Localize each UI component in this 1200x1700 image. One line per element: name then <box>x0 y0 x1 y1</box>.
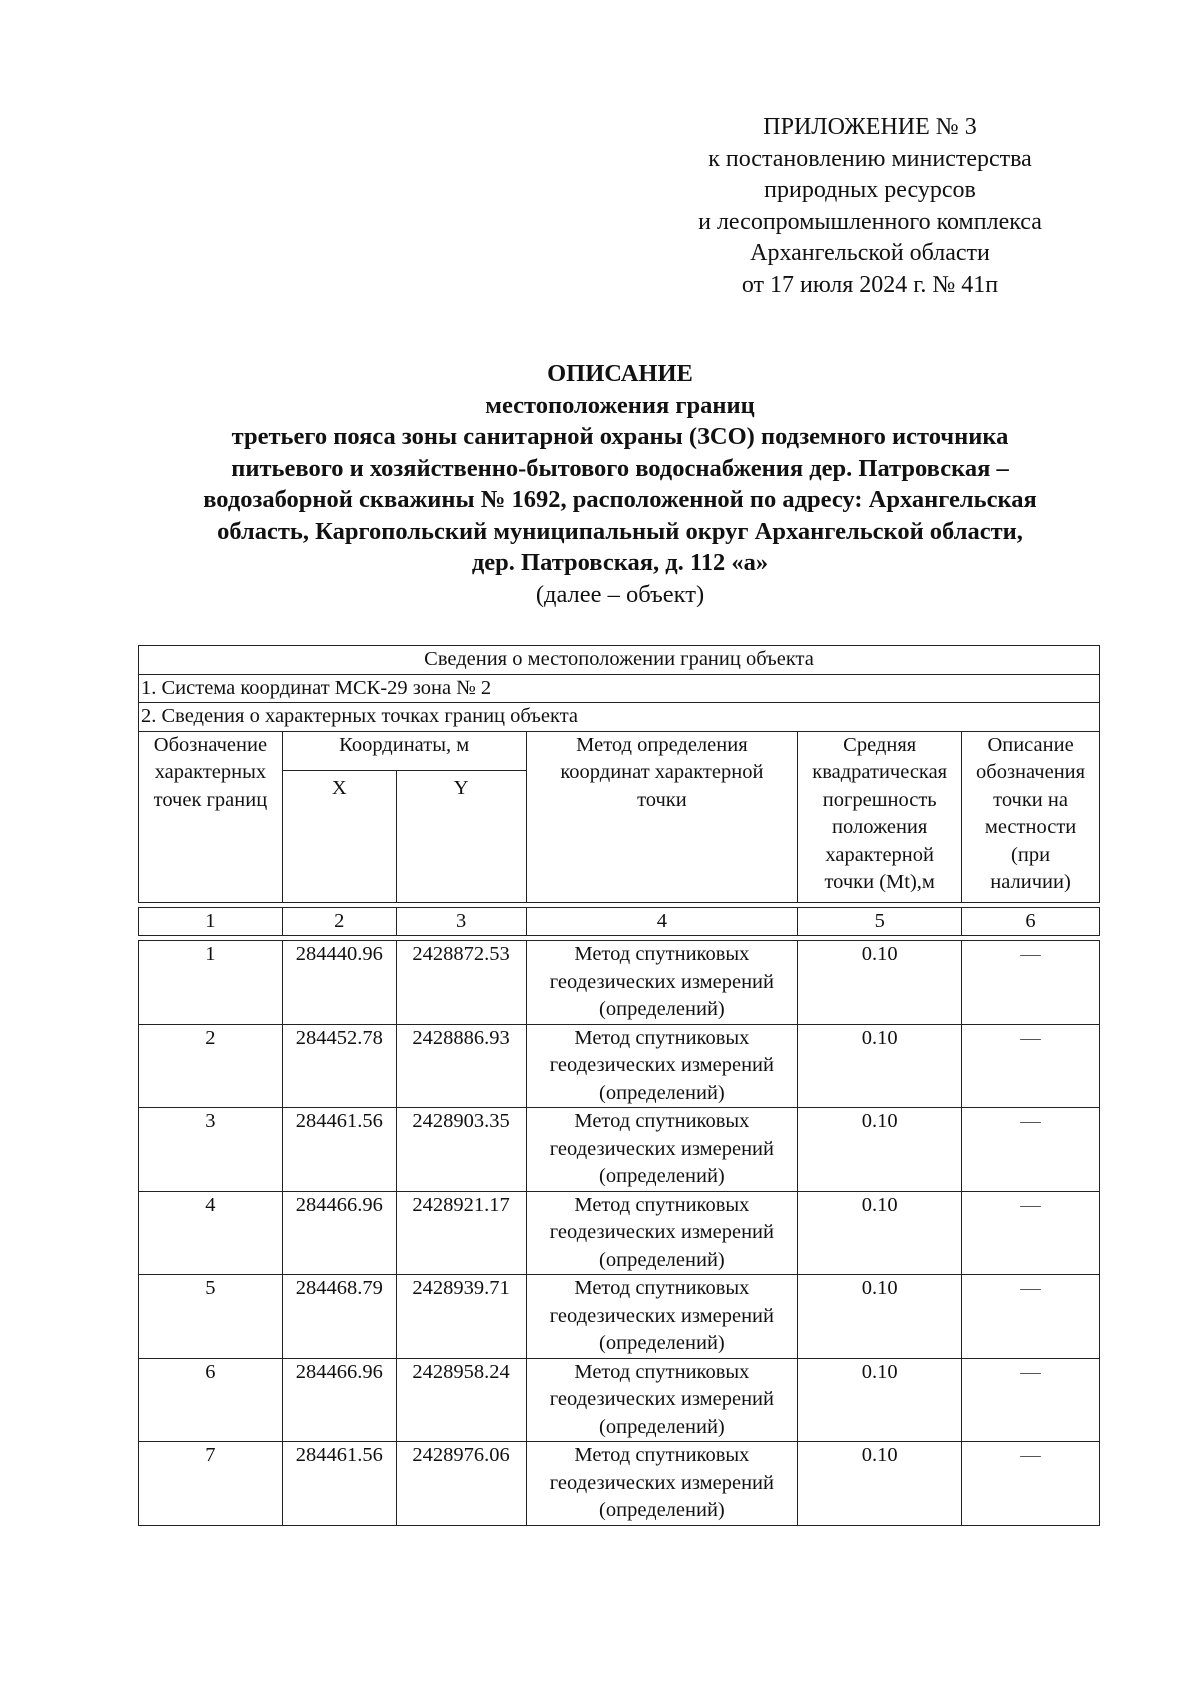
header-description-line: Описание <box>987 733 1074 756</box>
header-error-line: Средняя <box>843 733 917 756</box>
header-coords: Координаты, м <box>282 731 526 770</box>
method-line: Метод спутниковых <box>574 1110 750 1132</box>
header-y: Y <box>396 770 526 902</box>
appendix-line: Архангельской области <box>750 240 990 266</box>
point-number: 2 <box>139 1024 283 1108</box>
mean-error: 0.10 <box>798 1024 962 1108</box>
method-line: геодезических измерений <box>549 1388 774 1410</box>
header-error-line: точки (Mt),м <box>824 871 935 893</box>
point-number: 5 <box>139 1275 283 1359</box>
header-description-line: местности <box>984 816 1077 838</box>
mean-error: 0.10 <box>798 1275 962 1359</box>
title-line: местоположения границ <box>485 391 755 419</box>
coord-x: 284466.96 <box>282 1191 396 1275</box>
coord-x: 284468.79 <box>282 1275 396 1359</box>
method-line: геодезических измерений <box>549 1054 774 1076</box>
header-method-line: точки <box>637 788 687 811</box>
title-line: третьего пояса зоны санитарной охраны (ЗСО) подземного источника <box>231 423 1009 450</box>
coordinate-system: 1. Система координат МСК-29 зона № 2 <box>139 674 1100 703</box>
coord-y: 2428903.35 <box>396 1108 526 1192</box>
point-description: — <box>962 1275 1100 1359</box>
method-line: геодезических измерений <box>549 1471 774 1494</box>
header-error-line: положения <box>832 816 928 838</box>
point-number: 6 <box>139 1358 283 1442</box>
header-point-line: характерных <box>154 761 267 783</box>
method <box>526 1108 798 1192</box>
coord-y: 2428939.71 <box>396 1275 526 1359</box>
header-description-line: точки на <box>993 788 1068 811</box>
appendix-number: ПРИЛОЖЕНИЕ № 3 <box>763 114 977 140</box>
coord-y: 2428921.17 <box>396 1191 526 1275</box>
header-error-line: характерной <box>825 843 934 866</box>
point-number: 4 <box>139 1191 283 1275</box>
header-method <box>526 731 798 902</box>
column-number-row <box>139 907 1100 936</box>
header-description <box>962 731 1100 902</box>
table-row <box>139 941 1100 1025</box>
title-heading: ОПИСАНИЕ <box>547 360 693 387</box>
table-row <box>139 1275 1100 1359</box>
method-line: (определений) <box>599 1081 725 1104</box>
method-line: (определений) <box>599 1165 725 1187</box>
appendix-line: природных ресурсов <box>764 177 976 203</box>
coord-x: 284461.56 <box>282 1108 396 1192</box>
method-line: (определений) <box>599 1248 725 1271</box>
method-line: геодезических измерений <box>549 1221 774 1243</box>
method-line: геодезических измерений <box>549 970 774 993</box>
header-point-line: точек границ <box>153 788 268 811</box>
method-line: Метод спутниковых <box>574 1444 750 1466</box>
method-line: Метод спутниковых <box>574 1360 750 1383</box>
point-description: — <box>962 941 1100 1025</box>
table-row <box>139 1358 1100 1442</box>
method-line: геодезических измерений <box>549 1137 774 1160</box>
point-number: 3 <box>139 1108 283 1192</box>
method-line: Метод спутниковых <box>574 943 750 965</box>
appendix-date: от 17 июля 2024 г. № 41п <box>741 271 999 298</box>
point-number: 7 <box>139 1442 283 1526</box>
coord-x: 284452.78 <box>282 1024 396 1108</box>
title-line: дер. Патровская, д. 112 «а» <box>471 549 769 576</box>
header-error-line: квадратическая <box>812 761 948 783</box>
title-note: (далее – объект) <box>535 580 705 608</box>
point-description: — <box>962 1108 1100 1192</box>
method <box>526 1191 798 1275</box>
method-line: (определений) <box>599 998 725 1020</box>
column-number: 4 <box>526 907 798 936</box>
coord-x: 284466.96 <box>282 1358 396 1442</box>
mean-error: 0.10 <box>798 1442 962 1526</box>
title-line: водозаборной скважины № 1692, расположенной по адресу: Архангельская <box>203 486 1037 513</box>
method-line: (определений) <box>599 1332 725 1354</box>
column-number: 1 <box>139 907 283 936</box>
header-error-line: погрешность <box>822 788 937 811</box>
coord-y: 2428958.24 <box>396 1358 526 1442</box>
coord-y: 2428886.93 <box>396 1024 526 1108</box>
table-row <box>139 1191 1100 1275</box>
appendix-line: и лесопромышленного комплекса <box>698 208 1042 235</box>
header-method-line: координат характерной <box>560 761 764 783</box>
point-number: 1 <box>139 941 283 1025</box>
table-row <box>139 1108 1100 1192</box>
section-title: Сведения о местоположении границ объекта <box>139 646 1100 675</box>
header-description-line: (при <box>1011 843 1051 866</box>
mean-error: 0.10 <box>798 1108 962 1192</box>
method <box>526 1024 798 1108</box>
coord-y: 2428976.06 <box>396 1442 526 1526</box>
header-description-line: наличии) <box>990 871 1071 893</box>
column-number: 2 <box>282 907 396 936</box>
header-error <box>798 731 962 902</box>
method-line: Метод спутниковых <box>574 1026 750 1049</box>
mean-error: 0.10 <box>798 1191 962 1275</box>
mean-error: 0.10 <box>798 941 962 1025</box>
coord-y: 2428872.53 <box>396 941 526 1025</box>
table-row <box>139 1024 1100 1108</box>
method <box>526 1442 798 1526</box>
header-point-line: Обозначение <box>153 733 268 756</box>
title-line: питьевого и хозяйственно-бытового водоснабжения дер. Патровская – <box>231 454 1009 482</box>
method-line: (определений) <box>599 1415 725 1438</box>
document-title <box>100 358 1140 610</box>
mean-error: 0.10 <box>798 1358 962 1442</box>
column-number: 5 <box>798 907 962 936</box>
boundary-points-table <box>138 645 1100 1526</box>
coord-x: 284440.96 <box>282 941 396 1025</box>
coord-x: 284461.56 <box>282 1442 396 1526</box>
appendix-line: к постановлению министерства <box>708 145 1032 172</box>
column-number: 3 <box>396 907 526 936</box>
point-description: — <box>962 1358 1100 1442</box>
appendix-reference <box>640 112 1100 301</box>
method <box>526 941 798 1025</box>
column-number: 6 <box>962 907 1100 936</box>
points-section-title: 2. Сведения о характерных точках границ объекта <box>139 703 1100 732</box>
point-description: — <box>962 1442 1100 1526</box>
method <box>526 1275 798 1359</box>
method-line: Метод спутниковых <box>574 1193 750 1216</box>
header-x: X <box>282 770 396 902</box>
header-method-line: Метод определения <box>576 733 748 756</box>
method-line: (определений) <box>599 1499 725 1521</box>
point-description: — <box>962 1024 1100 1108</box>
method <box>526 1358 798 1442</box>
table-row <box>139 1442 1100 1526</box>
title-line: область, Каргопольский муниципальный округ Архангельской области, <box>217 517 1023 545</box>
method-line: геодезических измерений <box>549 1304 774 1327</box>
header-point <box>139 731 283 902</box>
point-description: — <box>962 1191 1100 1275</box>
method-line: Метод спутниковых <box>574 1277 750 1299</box>
header-description-line: обозначения <box>976 761 1086 783</box>
